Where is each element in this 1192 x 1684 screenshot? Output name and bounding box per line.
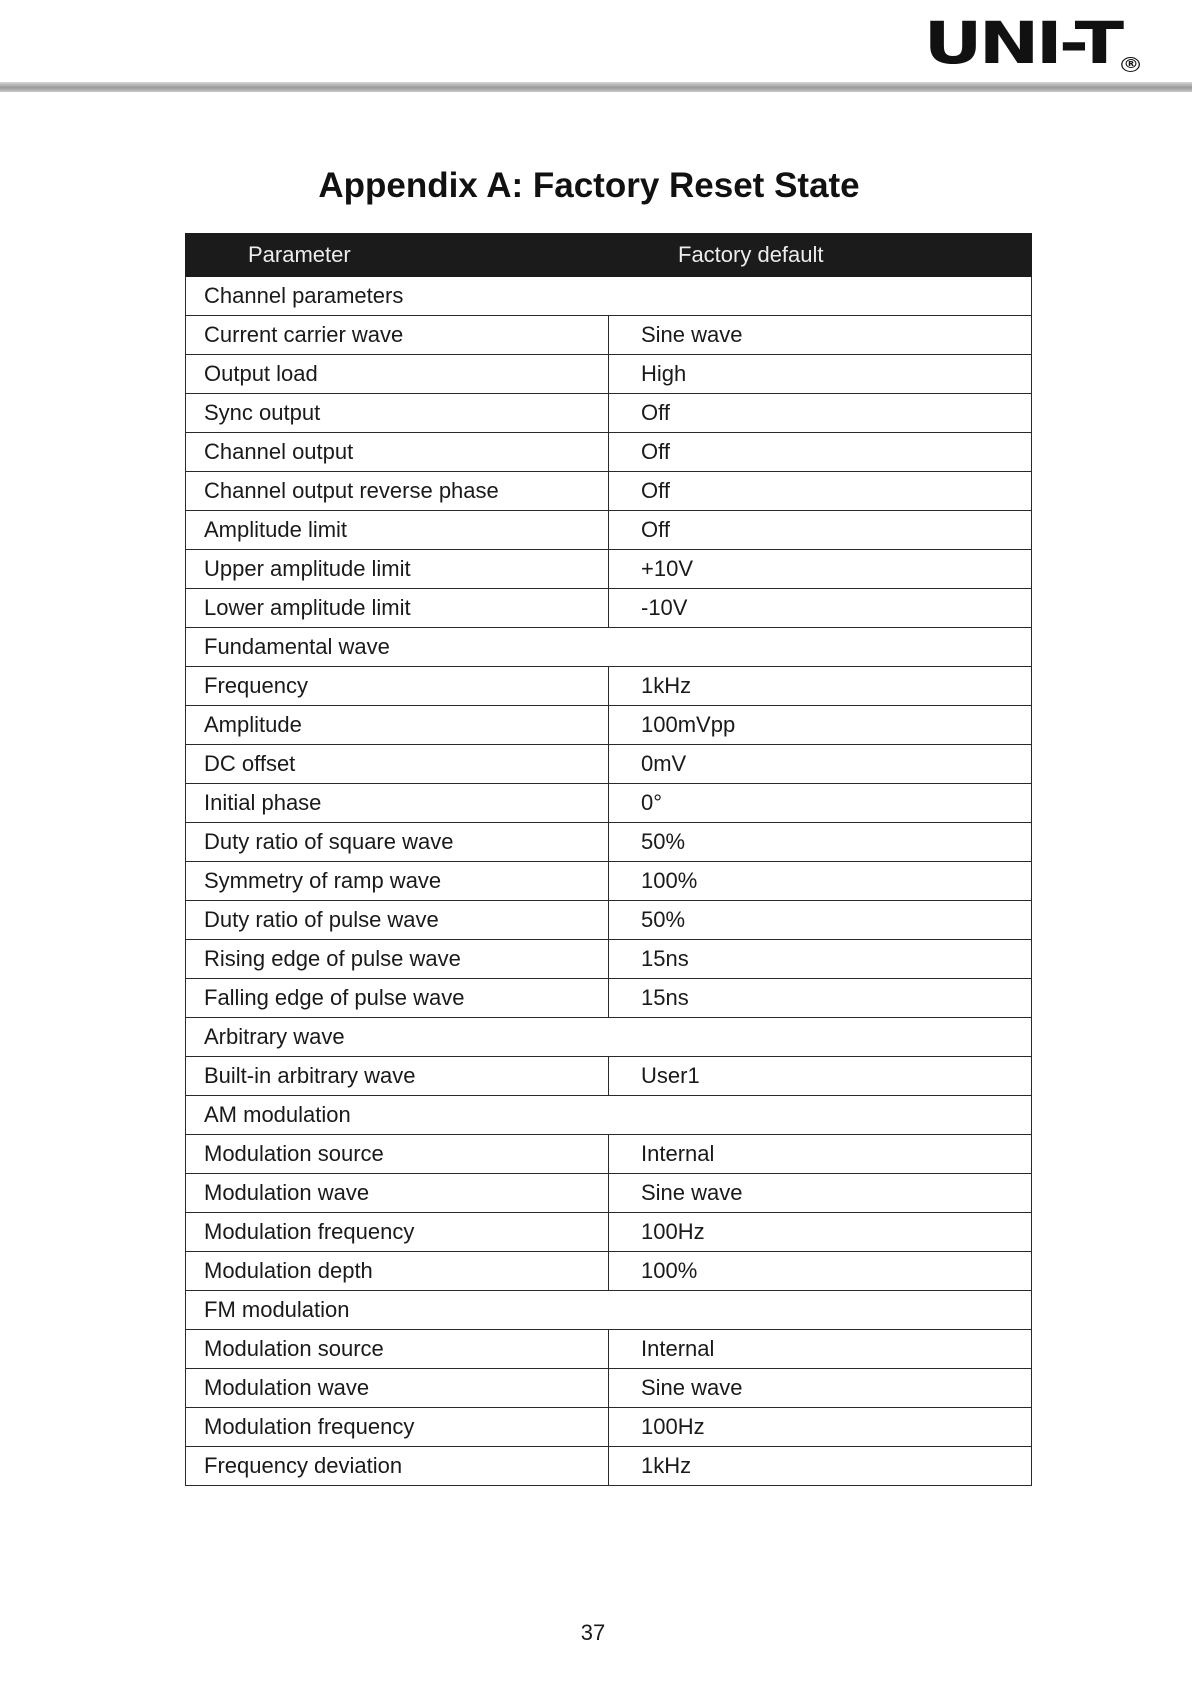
table-row: [186, 784, 1032, 823]
parameter-cell: Output load: [186, 355, 609, 394]
table-row: [186, 940, 1032, 979]
section-label: Fundamental wave: [186, 628, 1032, 667]
brand-logo: [923, 9, 1140, 77]
table-row: [186, 862, 1032, 901]
header-rule: [0, 82, 1192, 92]
table-row: [186, 745, 1032, 784]
parameter-cell: Built-in arbitrary wave: [186, 1057, 609, 1096]
table-row: [186, 1369, 1032, 1408]
table-row: [186, 1447, 1032, 1486]
parameter-cell: Frequency: [186, 667, 609, 706]
parameter-cell: Amplitude: [186, 706, 609, 745]
parameter-cell: Channel output reverse phase: [186, 472, 609, 511]
column-header-factory-default: Factory default: [609, 234, 1032, 277]
factory-default-cell: Sine wave: [609, 316, 1032, 355]
section-label: FM modulation: [186, 1291, 1032, 1330]
factory-default-cell: Internal: [609, 1330, 1032, 1369]
parameter-cell: Channel output: [186, 433, 609, 472]
table-section-row: [186, 277, 1032, 316]
parameter-cell: Modulation frequency: [186, 1213, 609, 1252]
factory-default-cell: 50%: [609, 823, 1032, 862]
factory-default-cell: 100%: [609, 1252, 1032, 1291]
factory-default-cell: Off: [609, 511, 1032, 550]
table-row: [186, 511, 1032, 550]
factory-default-cell: 0°: [609, 784, 1032, 823]
parameter-cell: Frequency deviation: [186, 1447, 609, 1486]
table-row: [186, 1252, 1032, 1291]
parameter-cell: Lower amplitude limit: [186, 589, 609, 628]
factory-default-cell: Internal: [609, 1135, 1032, 1174]
factory-default-cell: Off: [609, 433, 1032, 472]
parameter-cell: Rising edge of pulse wave: [186, 940, 609, 979]
table-row: [186, 1213, 1032, 1252]
factory-default-cell: Sine wave: [609, 1174, 1032, 1213]
parameter-cell: Modulation wave: [186, 1369, 609, 1408]
factory-default-cell: User1: [609, 1057, 1032, 1096]
table-section-row: [186, 1096, 1032, 1135]
table-body: [186, 277, 1032, 1486]
factory-default-cell: High: [609, 355, 1032, 394]
parameter-cell: Falling edge of pulse wave: [186, 979, 609, 1018]
factory-default-cell: 0mV: [609, 745, 1032, 784]
parameter-cell: Current carrier wave: [186, 316, 609, 355]
column-header-parameter: Parameter: [186, 234, 609, 277]
table-row: [186, 550, 1032, 589]
parameter-cell: Duty ratio of square wave: [186, 823, 609, 862]
page-title: Appendix A: Factory Reset State: [318, 166, 860, 205]
factory-default-cell: 15ns: [609, 979, 1032, 1018]
factory-default-cell: 1kHz: [609, 667, 1032, 706]
table-row: [186, 901, 1032, 940]
factory-default-cell: +10V: [609, 550, 1032, 589]
factory-default-cell: Off: [609, 472, 1032, 511]
section-label: AM modulation: [186, 1096, 1032, 1135]
section-label: Arbitrary wave: [186, 1018, 1032, 1057]
parameter-cell: Modulation source: [186, 1135, 609, 1174]
table-row: [186, 394, 1032, 433]
table-row: [186, 433, 1032, 472]
table-section-row: [186, 1018, 1032, 1057]
page-number: 37: [580, 1620, 606, 1645]
parameter-cell: Modulation frequency: [186, 1408, 609, 1447]
parameter-cell: DC offset: [186, 745, 609, 784]
logo-text: UNI-T: [923, 9, 1120, 77]
table-row: [186, 355, 1032, 394]
parameter-cell: Modulation wave: [186, 1174, 609, 1213]
parameter-cell: Initial phase: [186, 784, 609, 823]
factory-default-cell: 100mVpp: [609, 706, 1032, 745]
factory-default-cell: 100Hz: [609, 1213, 1032, 1252]
table-row: [186, 1135, 1032, 1174]
parameter-cell: Modulation source: [186, 1330, 609, 1369]
factory-default-cell: 15ns: [609, 940, 1032, 979]
factory-default-cell: 100%: [609, 862, 1032, 901]
table-row: [186, 979, 1032, 1018]
factory-default-cell: 100Hz: [609, 1408, 1032, 1447]
parameter-cell: Amplitude limit: [186, 511, 609, 550]
table-row: [186, 1408, 1032, 1447]
table-row: [186, 1057, 1032, 1096]
parameter-cell: Duty ratio of pulse wave: [186, 901, 609, 940]
factory-default-cell: 1kHz: [609, 1447, 1032, 1486]
table-section-row: [186, 1291, 1032, 1330]
table-row: [186, 589, 1032, 628]
table-row: [186, 667, 1032, 706]
parameter-cell: Modulation depth: [186, 1252, 609, 1291]
table-row: [186, 316, 1032, 355]
parameter-cell: Sync output: [186, 394, 609, 433]
section-label: Channel parameters: [186, 277, 1032, 316]
parameter-cell: Upper amplitude limit: [186, 550, 609, 589]
table-header-row: [186, 234, 1032, 277]
table-row: [186, 706, 1032, 745]
table-row: [186, 823, 1032, 862]
factory-reset-table: [185, 233, 1032, 1486]
factory-default-cell: Sine wave: [609, 1369, 1032, 1408]
table-row: [186, 1330, 1032, 1369]
factory-default-cell: 50%: [609, 901, 1032, 940]
registered-mark: ®: [1123, 57, 1139, 71]
factory-default-cell: Off: [609, 394, 1032, 433]
table-row: [186, 1174, 1032, 1213]
factory-default-cell: -10V: [609, 589, 1032, 628]
table-row: [186, 472, 1032, 511]
table-section-row: [186, 628, 1032, 667]
parameter-cell: Symmetry of ramp wave: [186, 862, 609, 901]
